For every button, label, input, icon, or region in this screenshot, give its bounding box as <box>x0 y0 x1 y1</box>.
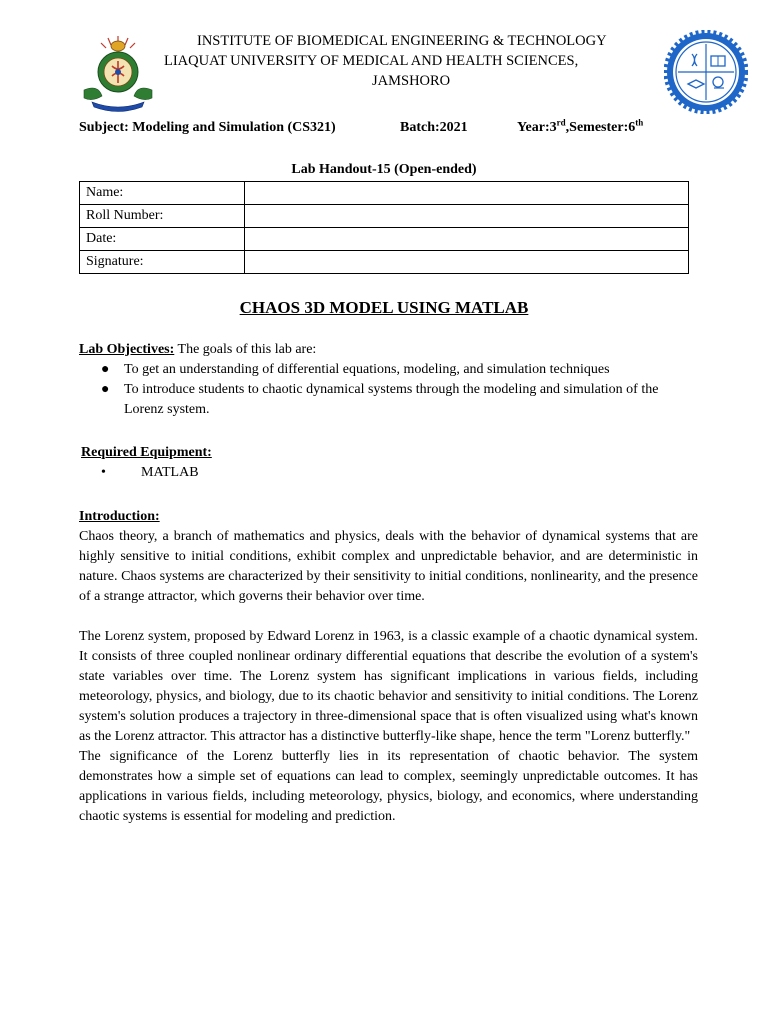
student-info-table <box>79 181 689 274</box>
objectives-heading: Lab Objectives: <box>79 342 175 357</box>
year-text: Year:3 <box>517 120 557 135</box>
bullet-icon: ● <box>101 382 110 397</box>
intro-paragraph: The Lorenz system, proposed by Edward Lorenz in 1963, is a classic example of a chaotic dynamical system. It consists of three coupled nonlinear ordinary differential equations that describe the evolution of a system's state variables over time. The Lorenz system has significant implications in various fields, including meteorology, physics, and biology, due to its chaotic behavior and sensitivity to initial conditions. The Lorenz system's solution produces a trajectory in three-dimensional space that is often visualized using what's known as the Lorenz attractor. This attractor has a distinctive butterfly-like shape, hence the term "Lorenz butterfly." <box>79 629 698 744</box>
city-name: JAMSHORO <box>372 73 451 89</box>
year-suffix: rd <box>556 117 566 128</box>
intro-paragraph: The significance of the Lorenz butterfly lies in its representation of chaotic behavior. The system demonstrates how a simple set of equations can lead to complex, seemingly unpredictable outcomes. It has applications in various fields, including meteorology, physics, biology, and economics, where understanding chaotic systems is essential for modeling and prediction. <box>79 749 698 824</box>
roll-number-field[interactable] <box>245 205 689 228</box>
subject-label: Subject: Modeling and Simulation (CS321) <box>79 120 336 135</box>
name-label: Name: <box>80 182 245 205</box>
equipment-text: MATLAB <box>141 465 199 480</box>
required-equipment-section <box>79 443 698 483</box>
table-row <box>80 228 689 251</box>
signature-label: Signature: <box>80 251 245 274</box>
objectives-list <box>79 360 698 420</box>
batch-label: Batch:2021 <box>400 120 468 135</box>
bullet-icon: • <box>101 465 106 480</box>
signature-field[interactable] <box>245 251 689 274</box>
date-field[interactable] <box>245 228 689 251</box>
lab-objectives-section <box>79 340 698 420</box>
semester-suffix: th <box>635 117 644 128</box>
objective-text: To introduce students to chaotic dynamical systems through the modeling and simulation of the Lorenz system. <box>124 382 659 417</box>
list-item <box>79 380 698 420</box>
semester-text: ,Semester:6 <box>565 120 636 135</box>
objectives-intro-line <box>79 340 698 360</box>
list-item <box>79 360 698 380</box>
date-label: Date: <box>80 228 245 251</box>
table-row <box>80 182 689 205</box>
year-semester-label <box>517 117 644 136</box>
table-row <box>80 251 689 274</box>
list-item <box>79 463 698 483</box>
introduction-heading: Introduction: <box>79 509 160 524</box>
objectives-lead: The goals of this lab are: <box>174 342 317 357</box>
objective-text: To get an understanding of differential equations, modeling, and simulation techniques <box>124 362 610 377</box>
institute-name: INSTITUTE OF BIOMEDICAL ENGINEERING & TECHNOLOGY <box>197 33 607 49</box>
institute-seal-icon <box>664 30 748 114</box>
university-crest-icon <box>78 32 158 112</box>
roll-number-label: Roll Number: <box>80 205 245 228</box>
name-field[interactable] <box>245 182 689 205</box>
document-title: CHAOS 3D MODEL USING MATLAB <box>239 298 529 317</box>
table-row <box>80 205 689 228</box>
intro-paragraph: Chaos theory, a branch of mathematics and physics, deals with the behavior of dynamical systems that are highly sensitive to initial conditions, exhibit complex and unpredictable behavior, and are deterministic in nature. Chaos systems are characterized by their sensitivity to initial conditions, nonlinearity, and the presence of a strange attractor, which governs their behavior over time. <box>79 529 698 604</box>
university-name: LIAQUAT UNIVERSITY OF MEDICAL AND HEALTH SCIENCES, <box>164 53 579 69</box>
bullet-icon: ● <box>101 362 110 377</box>
handout-title: Lab Handout-15 (Open-ended) <box>291 162 477 177</box>
equipment-heading: Required Equipment: <box>81 445 212 460</box>
introduction-section <box>79 507 698 827</box>
